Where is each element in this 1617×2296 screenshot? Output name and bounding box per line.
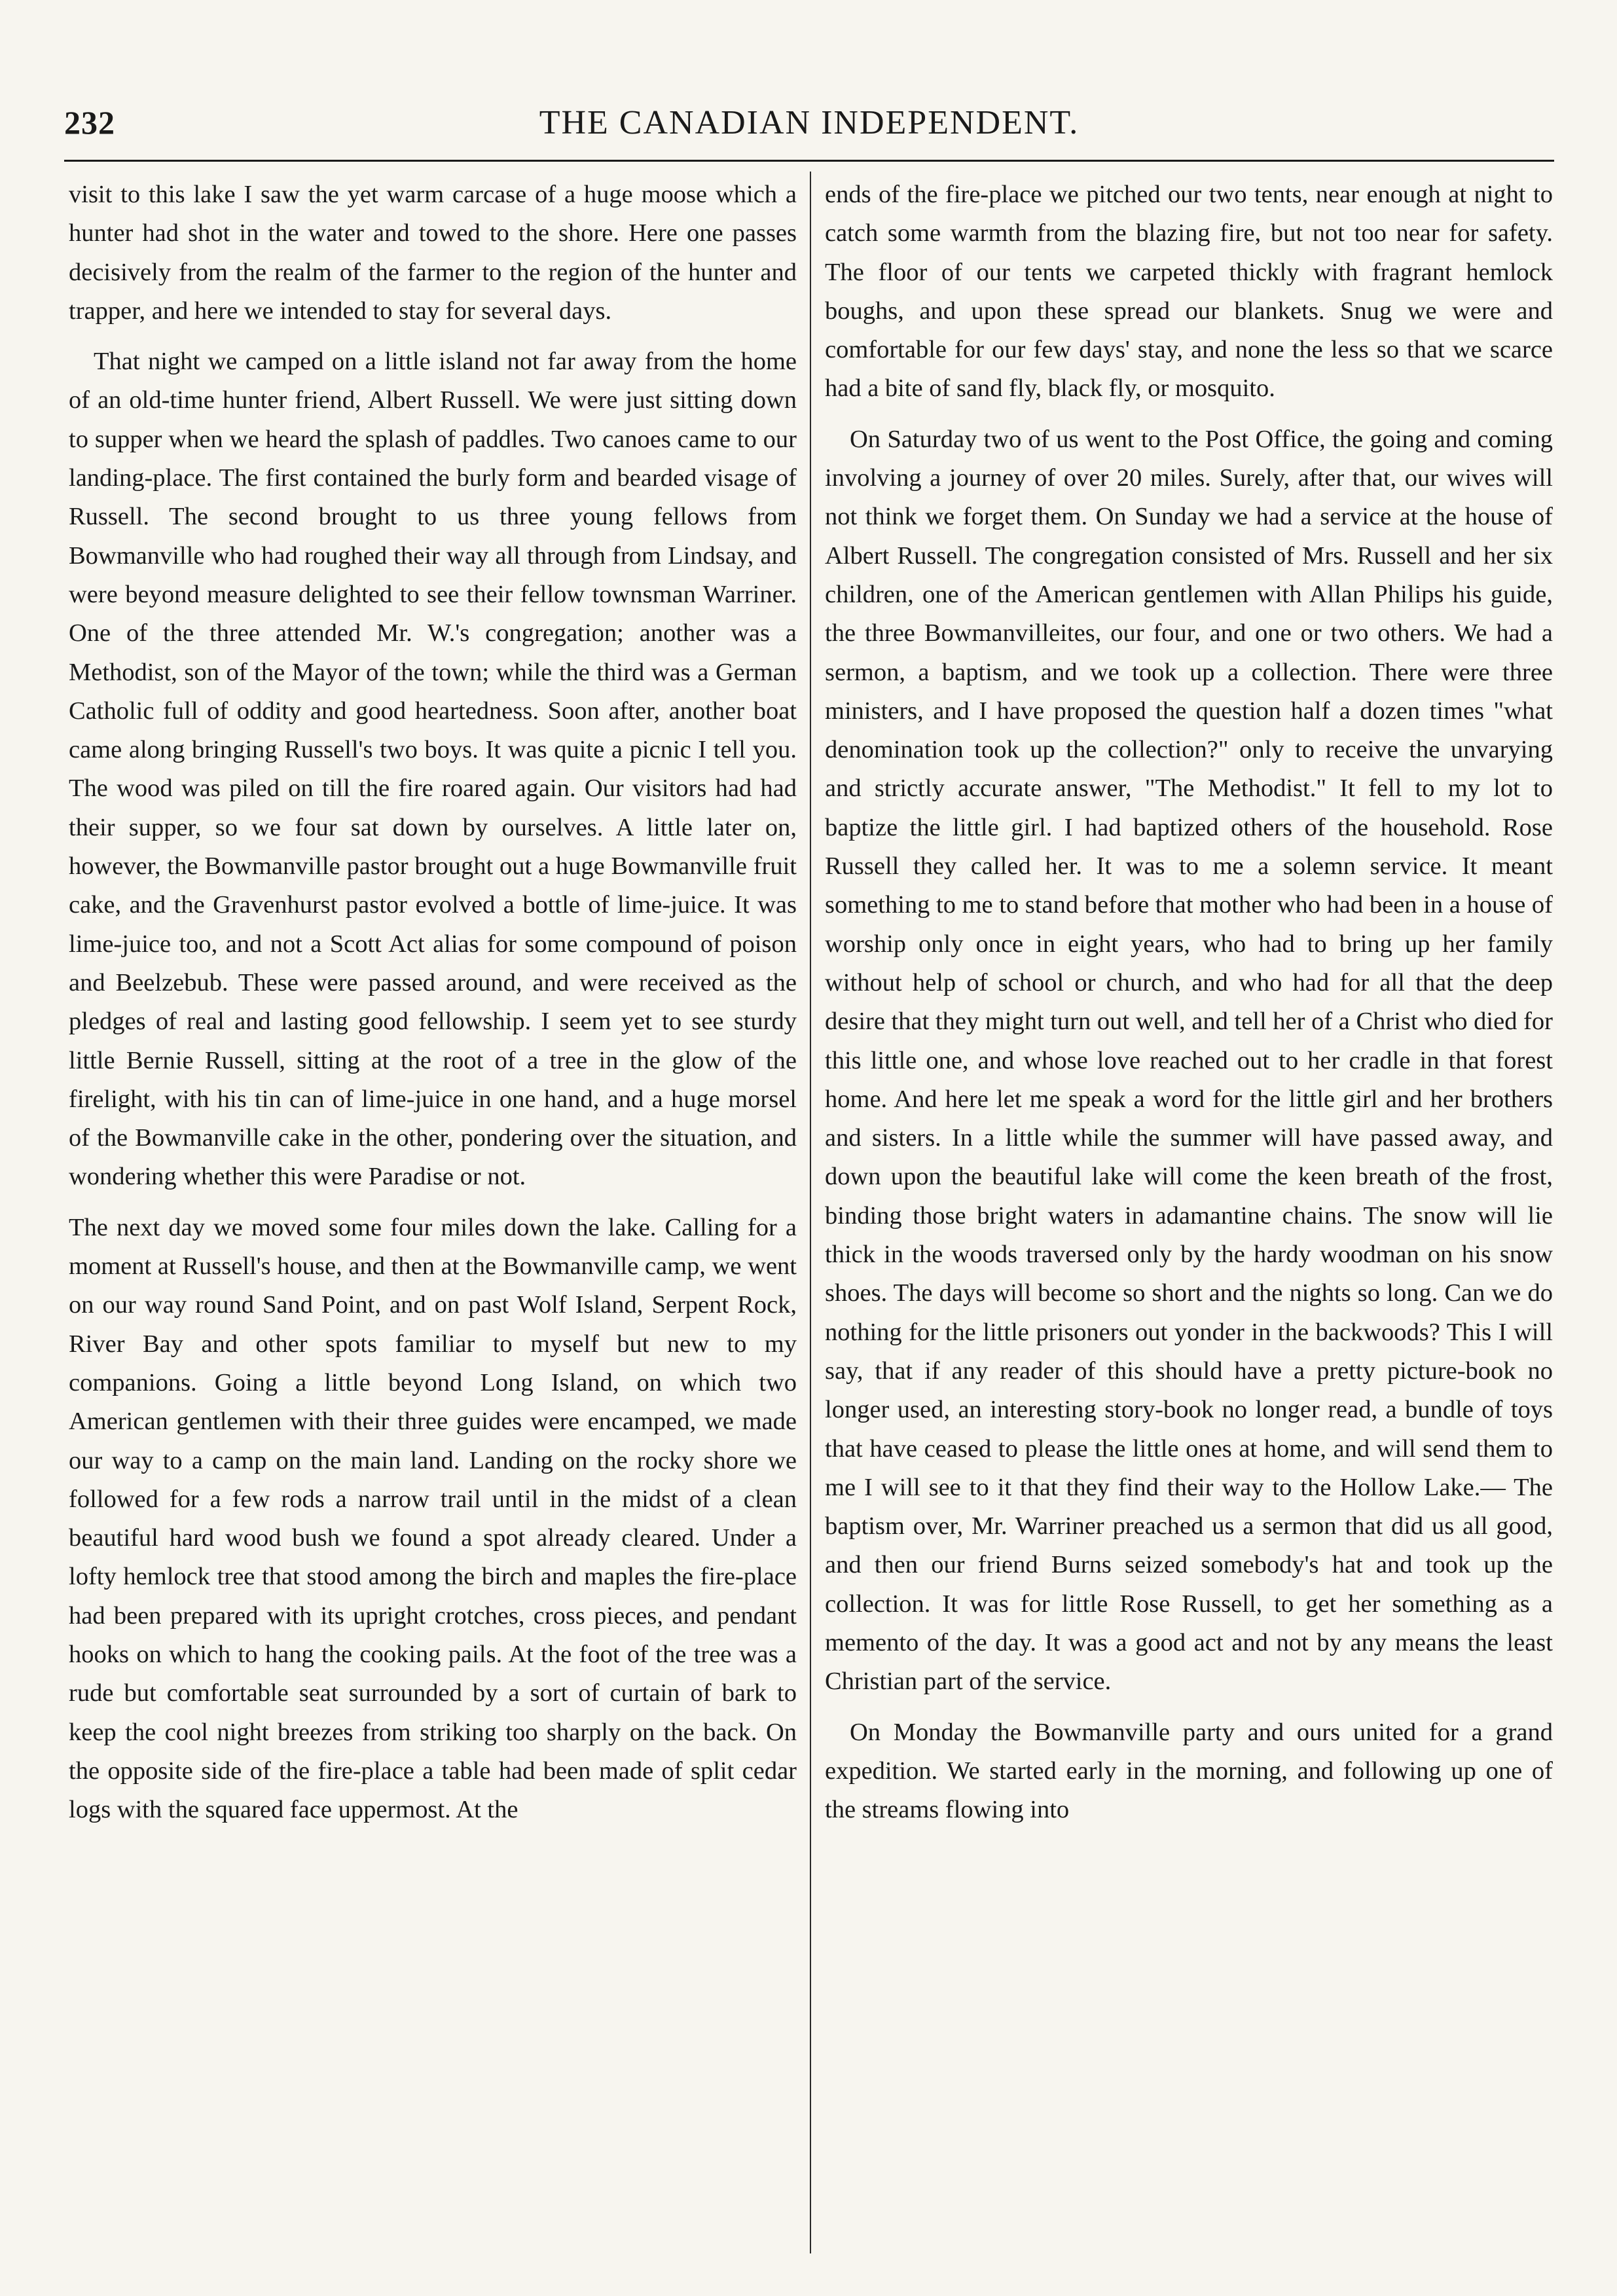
paragraph: ends of the fire-place we pitched our two tents, near enough at night to catch some warmth from the blazing fire, but not too near for safety. The floor of our tents we carpeted thickly with fragrant hemlock boughs, and upon these spread our blankets. Snug we were and comfortable for our few days' stay, and none the less so that we scarce had a bite of sand fly, black fly, or mosquito. — [825, 181, 1553, 403]
left-column — [69, 175, 797, 1841]
page-header — [64, 98, 1554, 158]
page-number: 232 — [64, 104, 115, 141]
header-rule — [64, 160, 1554, 162]
journal-title: THE CANADIAN INDEPENDENT. — [539, 104, 1080, 141]
column-divider — [810, 172, 811, 2253]
paragraph: The next day we moved some four miles down the lake. Calling for a moment at Russell's house, and then at the Bowmanville camp, we went on our way round Sand Point, and on past Wolf Island, Serpent Rock, River Bay and other spots familiar to myself but new to my companions. Going a little beyond Long Island, on which two American gentlemen with their three guides were encamped, we made our way to a camp on the main land. Landing on the rocky shore we followed for a few rods a narrow trail until in the midst of a clean beautiful hard wood bush we found a spot already cleared. Under a lofty hemlock tree that stood among the birch and maples the fire-place had been prepared with its upright crotches, cross pieces, and pendant hooks on which to hang the cooking pails. At the foot of the tree was a rude but comfortable seat surrounded by a sort of curtain of bark to keep the cool night breezes from striking too sharply on the back. On the opposite side of the fire-place a table had been made of split cedar logs with the squared face uppermost. At the — [69, 1213, 797, 1824]
paragraph: That night we camped on a little island not far away from the home of an old-time hunter friend, Albert Russell. We were just sitting down to supper when we heard the splash of paddles. Two canoes came to our landing-place. The first contained the burly form and bearded visage of Russell. The second brought to us three young fellows from Bowmanville who had roughed their way all through from Lindsay, and were beyond measure delighted to see their fellow townsman Warriner. One of the three attended Mr. W.'s congregation; another was a Methodist, son of the Mayor of the town; while the third was a German Catholic full of oddity and good heartedness. Soon after, another boat came along bringing Russell's two boys. It was quite a picnic I tell you. The wood was piled on till the fire roared again. Our visitors had had their supper, so we four sat down by ourselves. A little later on, however, the Bowmanville pastor brought out a huge Bowmanville fruit cake, and the Gravenhurst pastor evolved a bottle of lime-juice. It was lime-juice too, and not a Scott Act alias for some compound of poison and Beelzebub. These were passed around, and were received as the pledges of real and lasting good fellowship. I seem yet to see sturdy little Bernie Russell, sitting at the root of a tree in the glow of the firelight, with his tin can of lime-juice in one hand, and a huge morsel of the Bowmanville cake in the other, pondering over the situation, and wondering whether this were Paradise or not. — [69, 348, 797, 1191]
paragraph: visit to this lake I saw the yet warm carcase of a huge moose which a hunter had shot in the water and towed to the shore. Here one passes decisively from the realm of the farmer to the region of the hunter and trapper, and here we intended to stay for several days. — [69, 181, 797, 325]
right-column — [825, 175, 1553, 1841]
paragraph: On Saturday two of us went to the Post Office, the going and coming involving a journey of over 20 miles. Surely, after that, our wives will not think we forget them. On Sunday we had a service at the house of Albert Russell. The congregation consisted of Mrs. Russell and her six children, one of the American gentlemen with Allan Philips his guide, the three Bowmanvilleites, our four, and one or two others. We had a sermon, a baptism, and we took up a collection. There were three ministers, and I have proposed the question half a dozen times "what denomination took up the collection?" only to receive the unvarying and strictly accurate answer, "The Methodist." It fell to my lot to baptize the little girl. I had baptized others of the household. Rose Russell they called her. It was to me a solemn service. It meant something to me to stand before that mother who had been in a house of worship only once in eight years, who had to bring up her family without help of school or church, and who had for all that the deep desire that they might turn out well, and tell her of a Christ who died for this little one, and whose love reached out to her cradle in that forest home. And here let me speak a word for the little girl and her brothers and sisters. In a little while the summer will have passed away, and down upon the beautiful lake will come the keen breath of the frost, binding those bright waters in adamantine chains. The snow will lie thick in the woods traversed only by the hardy woodman on his snow shoes. The days will become so short and the nights so long. Can we do nothing for the little prisoners out yonder in the backwoods? This I will say, that if any reader of this should have a pretty picture-book no longer used, an interesting story-book no longer read, a bundle of toys that have ceased to please the little ones at home, and will send them to me I will see to it that they find their way to the Hollow Lake.— The baptism over, Mr. Warriner preached us a sermon that did us all good, and then our friend Burns seized somebody's hat and took up the collection. It was for little Rose Russell, to get her something as a memento of the day. It was a good act and not by any means the least Christian part of the service. — [825, 425, 1553, 1696]
paragraph: On Monday the Bowmanville party and ours united for a grand expedition. We started early in the morning, and following up one of the streams flowing into — [825, 1718, 1553, 1824]
